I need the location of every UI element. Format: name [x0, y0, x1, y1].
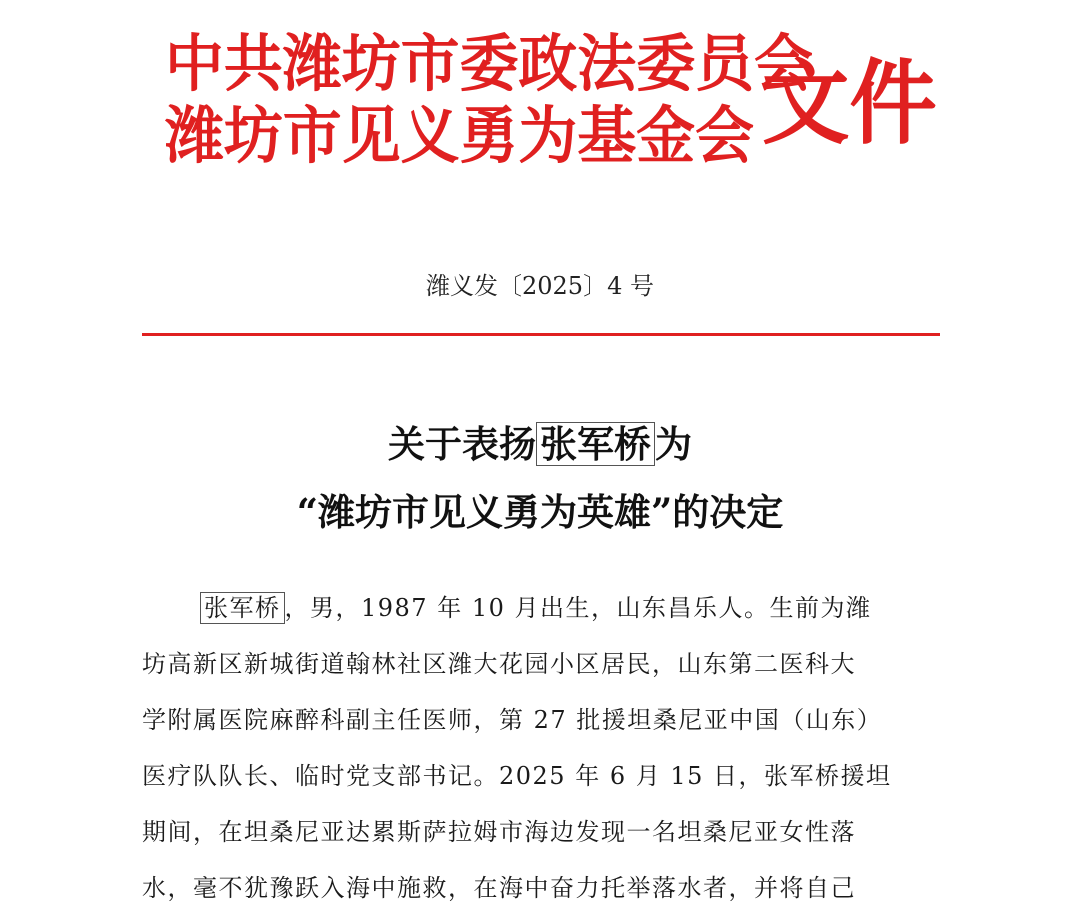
body-line-1 [200, 588, 872, 628]
body-line-2: 坊高新区新城街道翰林社区潍大花园小区居民，山东第二医科大 [142, 650, 856, 678]
document-number: 潍义发〔2025〕4 号 [426, 272, 654, 300]
body-line-3: 学附属医院麻醉科副主任医师，第 27 批援坦桑尼亚中国（山东） [142, 706, 883, 734]
body-line-6: 水，毫不犹豫跃入海中施救，在海中奋力托举落水者，并将自己 [142, 874, 856, 902]
body-line-4: 医疗队队长、临时党支部书记。2025 年 6 月 15 日，张军桥援坦 [142, 762, 892, 790]
title-suffix: 为 [655, 422, 692, 466]
red-separator-rule [142, 333, 940, 336]
letterhead-orgs [165, 27, 813, 172]
title-boxed-name: 张军桥 [536, 422, 655, 466]
document-title-line-2: “潍坊市见义勇为英雄”的决定 [296, 490, 784, 534]
letterhead-suffix: 文件 [762, 50, 937, 157]
body-line-5: 期间，在坦桑尼亚达累斯萨拉姆市海边发现一名坦桑尼亚女性落 [142, 818, 856, 846]
body-boxed-name: 张军桥 [200, 592, 285, 624]
letterhead-org-1: 中共潍坊市委政法委员会 [165, 27, 813, 100]
body-line-1-text: ，男，1987 年 10 月出生，山东昌乐人。生前为潍 [284, 594, 872, 622]
document-title-line-1 [0, 418, 1080, 470]
letterhead-org-2: 潍坊市见义勇为基金会 [165, 99, 755, 172]
title-prefix: 关于表扬 [388, 422, 536, 466]
